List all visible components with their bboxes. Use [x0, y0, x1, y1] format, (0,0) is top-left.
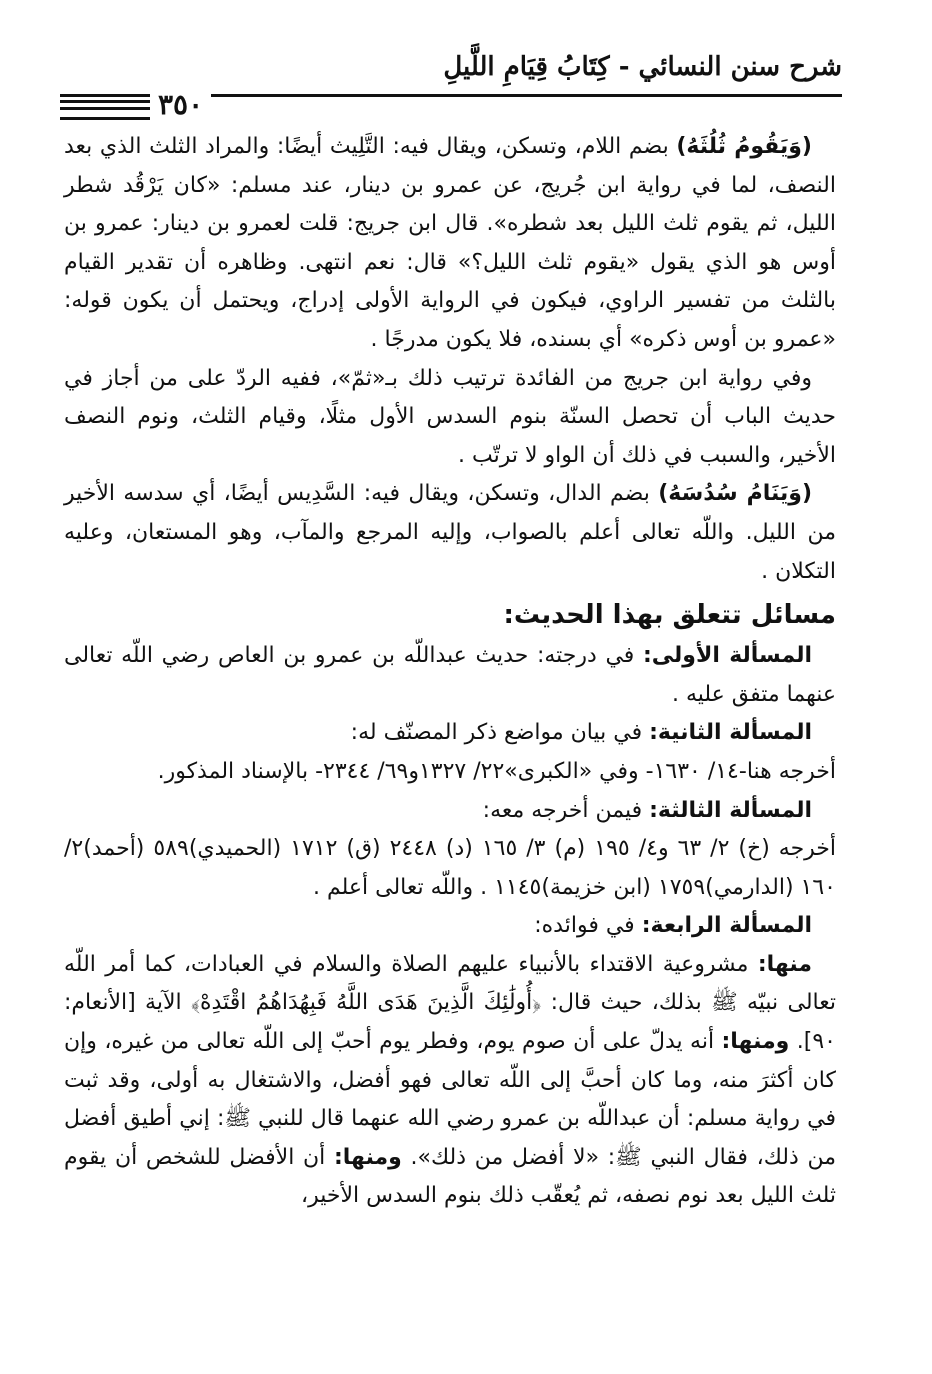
paragraph-1-lead: (وَيَقُومُ ثُلُثَهُ) — [676, 134, 812, 159]
paragraph-3-text: بضم الدال، وتسكن، ويقال فيه: السَّدِيس أيضًا، أي سدسه الأخير من الليل. واللّه تعالى أعلم بالصواب، وإليه المرجع والمآب، وهو المستعان، وعليه التكلان . — [64, 481, 836, 584]
benefit-2-label: ومنها: — [721, 1029, 790, 1055]
benefits-paragraph — [64, 946, 836, 1216]
issue-3 — [64, 792, 836, 831]
header-rule-ornament — [60, 100, 160, 120]
issue-3-detail: أخرجه (خ) ٢/ ٦٣ و٤/ ١٩٥ (م) ٣/ ١٦٥ (د) ٢٤٤٨ (ق) ١٧١٢ (الحميدي)٥٨٩ (أحمد)٢/ ١٦٠ (الدارمي)١٧٥٩ (ابن خزيمة)١١٤٥ . واللّه تعالى أعلم . — [64, 836, 837, 900]
paragraph-2: وفي رواية ابن جريج من الفائدة ترتيب ذلك بـ«ثمّ»، ففيه الردّ على من أجاز في حديث الباب أن تحصل السنّة بنوم السدس الأول مثلًا، وقيام الثلث، ونوم النصف الأخير، والسبب في ذلك أن الواو لا ترتّب . — [64, 365, 836, 468]
benefit-3-label: ومنها: — [333, 1144, 402, 1170]
issue-2-label: المسألة الثانية: — [649, 720, 812, 746]
issue-1-label: المسألة الأولى: — [642, 643, 812, 669]
issue-1-text: في درجته: حديث عبداللّه بن عمرو بن العاص رضي اللّه تعالى عنهما متفق عليه . — [64, 643, 836, 707]
page-number: ٣٥٠ — [150, 88, 211, 121]
issue-3-text: فيمن أخرجه معه: — [482, 797, 650, 823]
issue-2-detail: أخرجه هنا-١٤/ ١٦٣٠- وفي «الكبرى»٢٢/ ١٣٢٧و٦٩/ ٢٣٤٤- بالإسناد المذكور. — [157, 758, 836, 784]
paragraph-1-text: بضم اللام، وتسكن، ويقال فيه: التَّلِيث أيضًا: والمراد الثلث الذي بعد النصف، لما في رواية ابن جُريج، عن عمرو بن دينار، عند مسلم: «كان يَرْقُد شطر الليل، ثم يقوم ثلث الليل بعد شطره». قال ابن جريج: قلت لعمرو بن دينار: عمرو بن أوس هو الذي يقول «يقوم ثلث الليل؟» قال: نعم انتهى. وظاهره أن تقدير القيام بالثلث من تفسير الراوي، فيكون في الرواية الأولى إدراج، ويحتمل أن يكون قوله: «عمرو بن أوس ذكره» أي بسنده، فلا يكون مدرجًا . — [64, 134, 836, 352]
paragraph-3-lead: (وَيَنَامُ سُدُسَهُ) — [658, 481, 812, 507]
benefit-3-text: أن الأفضل للشخص أن يقوم ثلث الليل بعد نوم نصفه، ثم يُعقّب ذلك بنوم السدس الأخير، — [64, 1144, 836, 1209]
issue-3-label: المسألة الثالثة: — [649, 797, 812, 823]
benefit-1-label: منها: — [757, 951, 812, 977]
issue-4-label: المسألة الرابعة: — [641, 913, 812, 939]
page-header — [60, 52, 842, 121]
issue-1 — [64, 637, 836, 714]
issue-4 — [64, 907, 836, 946]
issue-2-text: في بيان مواضع ذكر المصنّف له: — [350, 720, 650, 746]
section-heading: مسائل تتعلق بهذا الحديث: — [503, 600, 836, 631]
running-title: شرح سنن النسائي - كِتَابُ قِيَامِ اللَّيلِ — [443, 52, 842, 82]
benefit-1-text: مشروعية الاقتداء بالأنبياء عليهم الصلاة والسلام في العبادات، كما أمر اللّه تعالى نبيّه ﷺ بذلك، حيث قال: ﴿أُولَٰئِكَ الَّذِينَ هَدَى اللَّهُ فَبِهُدَاهُمُ اقْتَدِهْ﴾ الآية [الأنعام: ٩٠]. — [64, 951, 836, 1055]
issue-2 — [64, 714, 836, 753]
paragraph-1 — [64, 128, 836, 360]
paragraph-3 — [64, 475, 836, 591]
page-body — [64, 128, 836, 1216]
benefit-2-text: أنه يدلّ على أن صوم يوم، وفطر يوم أحبّ إلى اللّه تعالى من غيره، وإن كان أكثرَ منه، وما كان أحبَّ إلى اللّه تعالى فهو أفضل، والاشتغال به أولى، وقد ثبت في رواية مسلم: أن عبداللّه بن عمرو رضي الله عنهما قال للنبي ﷺ: إني أطيق أفضل من ذلك، فقال النبي ﷺ: «لا أفضل من ذلك». — [64, 1029, 837, 1170]
issue-4-text: في فوائده: — [534, 913, 642, 939]
